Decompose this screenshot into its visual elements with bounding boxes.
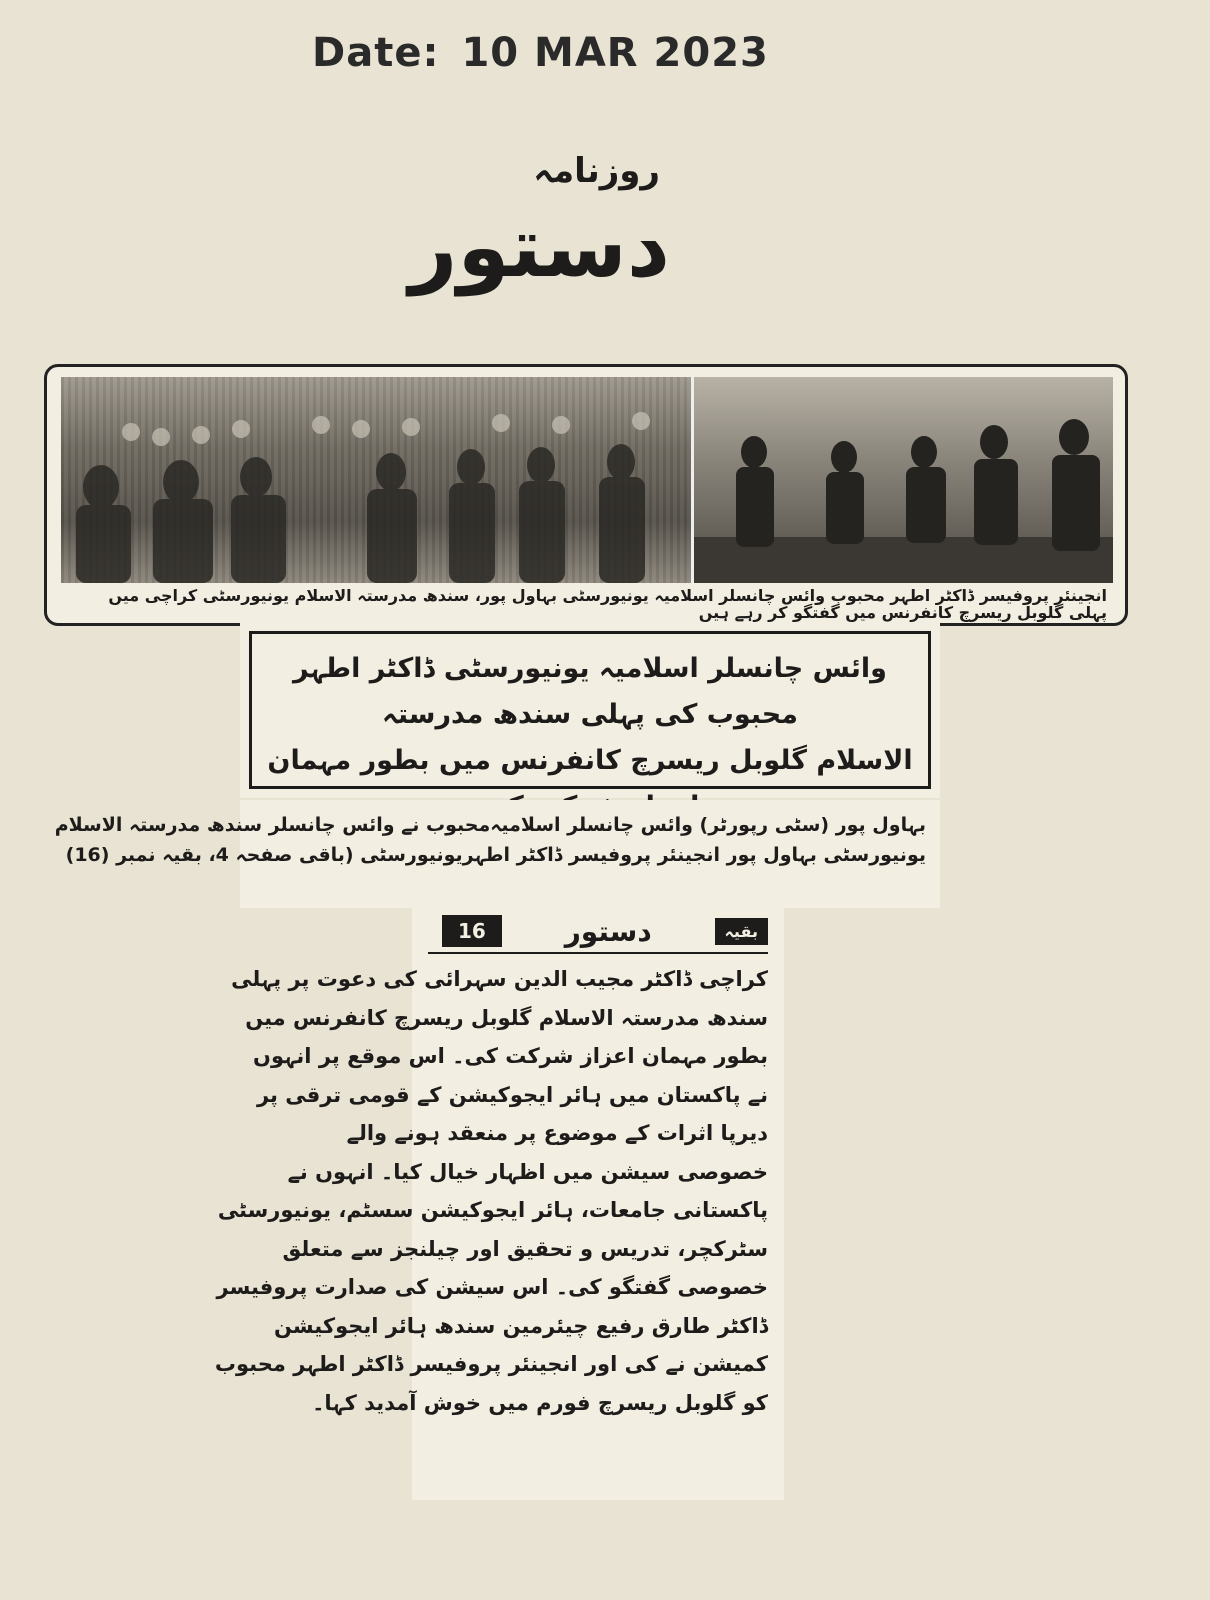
stage-area xyxy=(694,377,1113,583)
body-line: کمیشن نے کی اور انجینئر پروفیسر ڈاکٹر اطہر محبوب xyxy=(214,1352,768,1376)
headline xyxy=(249,631,931,789)
body-line: کو گلوبل ریسرچ فورم میں خوش آمدید کہا۔ xyxy=(312,1390,768,1415)
headline-line: وائس چانسلر اسلامیہ یونیورسٹی ڈاکٹر اطہر محبوب کی پہلی سندھ مدرستہ xyxy=(293,653,887,730)
body-line: خصوصی سیشن میں اظہار خیال کیا۔ انہوں نے xyxy=(287,1159,768,1184)
date-label: Date: xyxy=(312,30,440,76)
body-line: خصوصی گفتگو کی۔ اس سیشن کی صدارت پروفیسر xyxy=(216,1275,768,1299)
body-line: پاکستانی جامعات، ہائر ایجوکیشن سسٹم، یونیورسٹی xyxy=(217,1198,768,1222)
intro-col-right: یونیورسٹی بہاول پور انجینئر پروفیسر ڈاکٹر اطہر xyxy=(462,844,926,866)
date-value: 10 MAR 2023 xyxy=(461,30,769,76)
continuation-header xyxy=(428,910,768,954)
continuation-column xyxy=(214,902,784,1500)
body-line: کراچی ڈاکٹر مجیب الدین سہرائی کی دعوت پر پہلی xyxy=(231,967,768,991)
intro-row xyxy=(54,810,926,840)
body-line: دیرپا اثرات کے موضوع پر منعقد ہونے والے xyxy=(346,1121,768,1145)
photo-caption xyxy=(71,587,1107,621)
continuation-paper-name: دستور xyxy=(564,914,652,948)
headline-line: الاسلام گلوبل ریسرچ کانفرنس میں بطور مہمان xyxy=(267,745,913,776)
body-line: سٹرکچر، تدریس و تحقیق اور چیلنجز سے متعلق xyxy=(282,1236,768,1261)
headline-box xyxy=(240,622,940,798)
masthead-frequency: روزنامہ xyxy=(533,151,660,191)
continuation-tag: بقیہ xyxy=(715,918,768,945)
newspaper-masthead xyxy=(408,150,670,320)
intro-paragraph xyxy=(54,800,940,908)
body-line: بطور مہمان اعزاز شرکت کی۔ اس موقع پر انہوں xyxy=(253,1044,768,1068)
body-line: ڈاکٹر طارق رفیع چیئرمین سندھ ہائر ایجوکیشن xyxy=(274,1313,768,1338)
photo-panel xyxy=(44,364,1128,626)
conference-photo xyxy=(61,377,1113,583)
body-line: نے پاکستان میں ہائر ایجوکیشن کے قومی ترقی پر xyxy=(256,1082,768,1107)
masthead-name: دستور xyxy=(408,198,670,296)
body-line: سندھ مدرستہ الاسلام گلوبل ریسرچ کانفرنس میں xyxy=(245,1005,768,1030)
caption-line: انجینئر پروفیسر ڈاکٹر اطہر محبوب وائس چانسلر اسلامیہ یونیورسٹی بہاول پور، سندھ مدرستہ الاسلام یونیورسٹی کراچی میں پہلی گلوبل ریسرچ کانفرنس میں گفتگو کر رہے ہیں xyxy=(108,586,1107,622)
intro-col-right: بہاول پور (سٹی رپورٹر) وائس چانسلر اسلامیہ xyxy=(490,814,926,836)
intro-col-left: یونیورسٹی (باقی صفحہ 4، بقیہ نمبر (16) xyxy=(65,844,463,866)
date-stamp xyxy=(312,30,791,76)
intro-col-left: محبوب نے وائس چانسلر سندھ مدرستہ الاسلام xyxy=(54,814,491,836)
continuation-number: 16 xyxy=(442,915,502,947)
intro-row xyxy=(65,840,926,870)
panel-speakers xyxy=(694,377,1113,583)
